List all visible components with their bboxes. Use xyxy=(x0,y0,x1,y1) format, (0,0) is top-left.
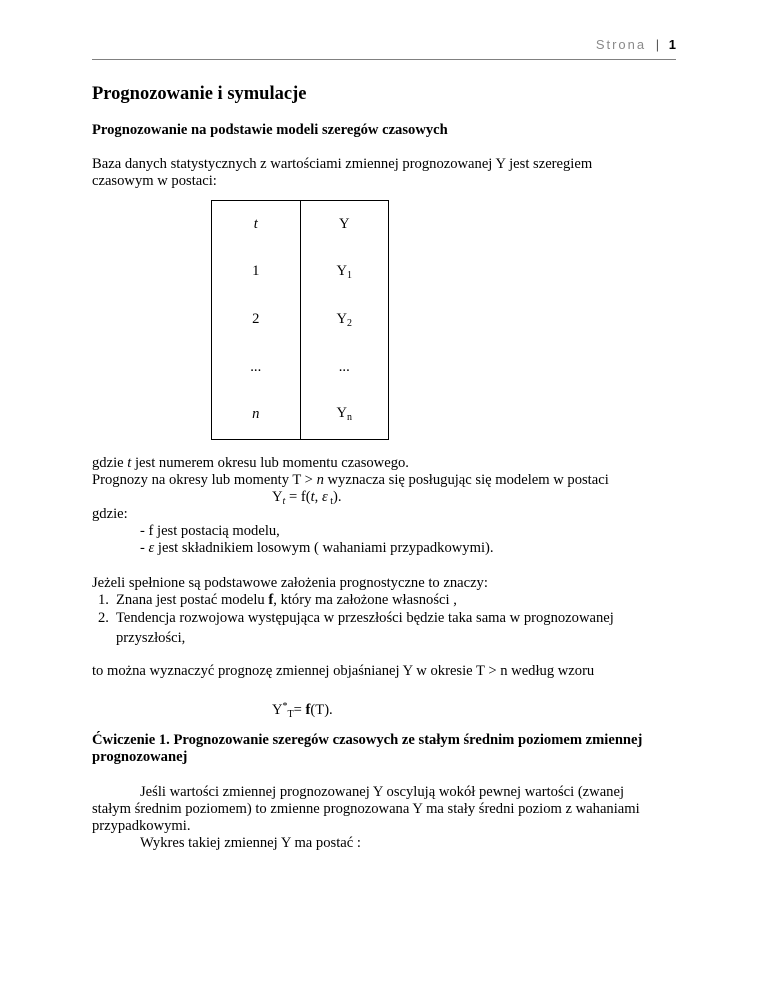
assumption-number-2: 2. xyxy=(98,610,109,626)
intro-line-1: Baza danych statystycznych z wartościami zmiennej prognozowanej Y jest szeregiem xyxy=(92,156,593,172)
cell-t: ... xyxy=(212,344,301,390)
section-heading: Prognozowanie na podstawie modeli szeregów czasowych xyxy=(92,122,448,138)
assumption-number-1: 1. xyxy=(98,592,109,608)
cell-t: 1 xyxy=(212,248,301,296)
exercise-chart-intro: Wykres takiej zmiennej Y ma postać : xyxy=(140,835,361,851)
table-row xyxy=(212,390,389,440)
assumption-2-line-2: przyszłości, xyxy=(116,630,186,646)
where-label: gdzie: xyxy=(92,506,128,522)
where-item-epsilon: - ε jest składnikiem losowym ( wahaniami przypadkowymi). xyxy=(140,540,494,556)
table-row xyxy=(212,296,389,344)
table-row xyxy=(212,248,389,296)
exercise-paragraph-line-1: Jeśli wartości zmiennej prognozowanej Y oscylują wokół pewnej wartości (zwanej xyxy=(140,784,625,800)
header-t: t xyxy=(212,201,301,248)
assumption-1: Znana jest postać modelu f, który ma założone własności , xyxy=(116,592,457,608)
definition-t: gdzie t jest numerem okresu lub momentu czasowego. xyxy=(92,455,409,471)
page-number: 1 xyxy=(668,37,676,52)
header-separator: | xyxy=(655,37,660,52)
cell-t: n xyxy=(212,390,301,440)
cell-t: 2 xyxy=(212,296,301,344)
cell-y: $Y_2$ xyxy=(300,296,389,344)
exercise-title-line-2: prognozowanej xyxy=(92,749,188,765)
page-title: Prognozowanie i symulacje xyxy=(92,84,307,104)
model-formula: $Y_t = f(t$, ε $_t$). xyxy=(272,489,342,507)
cell-y: ... xyxy=(300,344,389,390)
forecast-formula: $Y^*_T= f(T)$. xyxy=(272,701,333,720)
header-rule xyxy=(92,59,676,60)
exercise-paragraph-line-2: stałym średnim poziomem) to zmienne prognozowana Y ma stały średni poziom z wahaniami xyxy=(92,801,640,817)
header-y: Y xyxy=(300,201,389,248)
forecast-description: Prognozy na okresy lub momenty T > n wyznacza się posługując się modelem w postaci xyxy=(92,472,609,488)
cell-y: $Y_1$ xyxy=(300,248,389,296)
table-header-row xyxy=(212,201,389,248)
page-header xyxy=(596,37,676,52)
assumptions-intro: Jeżeli spełnione są podstawowe założenia prognostyczne to znaczy: xyxy=(92,575,488,591)
conclusion: to można wyznaczyć prognozę zmiennej objaśnianej Y w okresie T > n według wzoru xyxy=(92,663,595,679)
assumption-2-line-1: Tendencja rozwojowa występująca w przeszłości będzie taka sama w prognozowanej xyxy=(116,610,614,626)
exercise-paragraph-line-3: przypadkowymi. xyxy=(92,818,191,834)
where-item-f: - f jest postacią modelu, xyxy=(140,523,280,539)
table-row xyxy=(212,344,389,390)
time-series-table xyxy=(211,200,389,440)
cell-y: $Y_n$ xyxy=(300,390,389,440)
intro-line-2: czasowym w postaci: xyxy=(92,173,217,189)
page-label: Strona xyxy=(595,37,647,52)
exercise-title-line-1: Ćwiczenie 1. Prognozowanie szeregów czasowych ze stałym średnim poziomem zmiennej xyxy=(92,732,643,748)
